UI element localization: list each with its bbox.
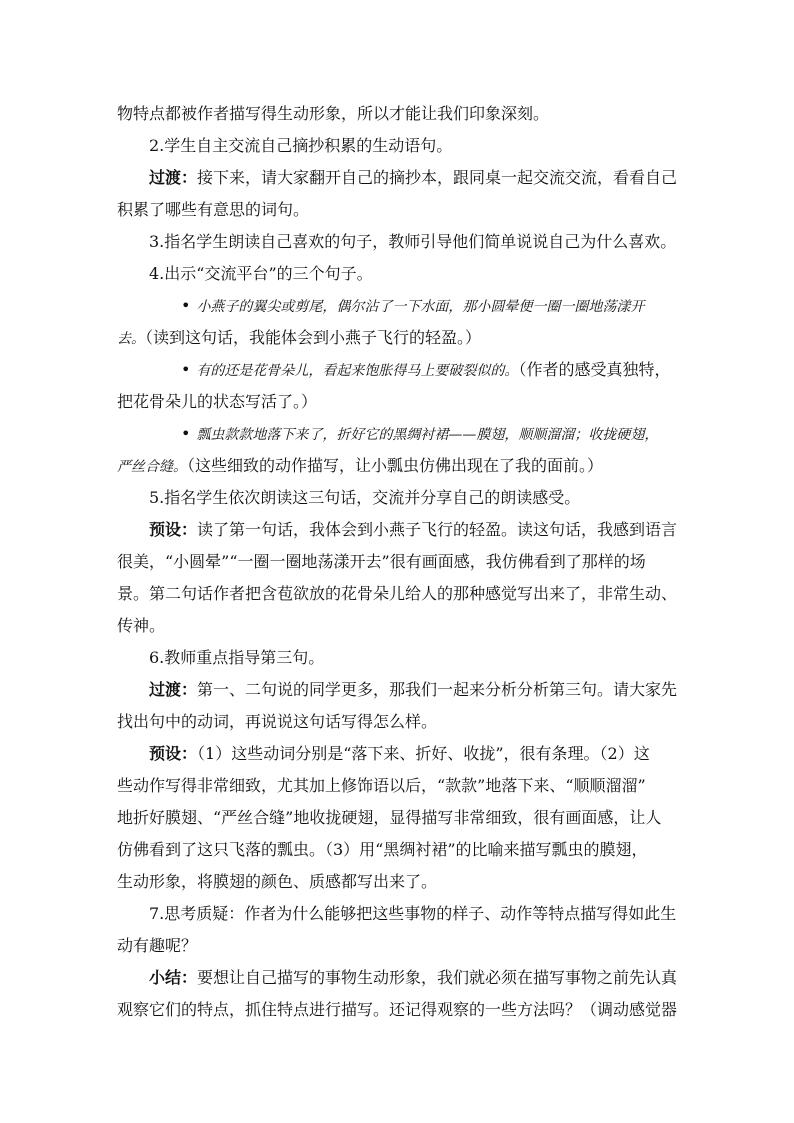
paragraph-line [117, 258, 679, 290]
paragraph-line [117, 482, 679, 514]
text: 7.思考质疑：作者为什么能够把这些事物的样子、动作等特点描写得如此生 [149, 904, 677, 923]
paragraph-line [117, 642, 679, 674]
paragraph-line [117, 706, 679, 738]
text: 找出句中的动词，再说说这句话写得怎么样。 [117, 712, 438, 731]
transition-label: 过渡： [149, 680, 198, 699]
text: （读到这句话，我能体会到小燕子飞行的轻盈。） [145, 328, 482, 347]
text: 地折好膜翅、“严丝合缝”地收拢硬翅，显得描写非常细致，很有画面感，让人 [117, 808, 662, 827]
text: 动有趣呢？ [117, 936, 198, 955]
paragraph-line [117, 866, 679, 898]
paragraph-line [117, 770, 679, 802]
quote-line [117, 354, 679, 386]
quote-text: 去。 [117, 331, 145, 347]
text: 读了第一句话，我体会到小燕子飞行的轻盈。读这句话，我感到语言 [197, 520, 678, 539]
text: （这些细致的动作描写，让小瓢虫仿佛出现在了我的面前。） [187, 456, 604, 475]
paragraph-line [117, 962, 679, 994]
text: 5.指名学生依次朗读这三句话，交流并分享自己的朗读感受。 [149, 488, 581, 507]
paragraph-line [117, 802, 679, 834]
paragraph-line [117, 898, 679, 930]
paragraph-line [117, 578, 679, 610]
text: 观察它们的特点，抓住特点进行描写。还记得观察的一些方法吗？（调动感觉器 [117, 1000, 678, 1019]
text: 积累了哪些有意思的词句。 [117, 200, 310, 219]
paragraph-line [117, 674, 679, 706]
quote-line [117, 322, 679, 354]
bullet-icon: • [181, 296, 191, 315]
preset-label: 预设： [149, 520, 198, 539]
text: 6.教师重点指导第三句。 [149, 648, 325, 667]
paragraph-line [117, 834, 679, 866]
quote-line [117, 290, 679, 322]
quote-text: 有的还是花骨朵儿，看起来饱胀得马上要破裂似的。 [196, 363, 519, 379]
transition-label: 过渡： [149, 168, 198, 187]
bullet-icon: • [181, 424, 191, 443]
text: 仿佛看到了这只飞落的瓢虫。（3）用“黑绸衬裙”的比喻来描写瓢虫的膜翅， [117, 840, 648, 859]
text: 3.指名学生朗读自己喜欢的句子，教师引导他们简单说说自己为什么喜欢。 [149, 232, 677, 251]
text: （1）这些动词分别是“落下来、折好、收拢”，很有条理。（2）这 [197, 744, 650, 763]
text: 物特点都被作者描写得生动形象，所以才能让我们印象深刻。 [117, 104, 550, 123]
quote-line [117, 418, 679, 450]
document-page [117, 98, 679, 1026]
preset-label: 预设： [149, 744, 198, 763]
quote-text: 严丝合缝。 [117, 459, 187, 475]
quote-text: 瓢虫款款地落下来了，折好它的黑绸衬裙——膜翅，顺顺溜溜；收拢硬翅， [196, 427, 659, 443]
text: 景。第二句话作者把含苞欲放的花骨朵儿给人的那种感觉写出来了，非常生动、 [117, 584, 678, 603]
quote-line [117, 450, 679, 482]
paragraph-line [117, 98, 679, 130]
text: 4.出示“交流平台”的三个句子。 [149, 264, 373, 283]
quote-text: 小燕子的翼尖或剪尾，偶尔沾了一下水面，那小圆晕便一圈一圈地荡漾开 [196, 299, 645, 315]
paragraph-line [117, 386, 679, 418]
paragraph-line [117, 738, 679, 770]
text: 些动作写得非常细致，尤其加上修饰语以后，“款款”地落下来、“顺顺溜溜” [117, 776, 646, 795]
paragraph-line [117, 610, 679, 642]
text: 2.学生自主交流自己摘抄积累的生动语句。 [149, 136, 453, 155]
text: 接下来，请大家翻开自己的摘抄本，跟同桌一起交流交流，看看自己 [197, 168, 678, 187]
paragraph-line [117, 546, 679, 578]
text: 生动形象，将膜翅的颜色、质感都写出来了。 [117, 872, 438, 891]
paragraph-line [117, 226, 679, 258]
text: 很美，“小圆晕”“一圈一圈地荡漾开去”很有画面感，我仿佛看到了那样的场 [117, 552, 646, 571]
text: 传神。 [117, 616, 166, 635]
paragraph-line [117, 930, 679, 962]
paragraph-line [117, 162, 679, 194]
text: 要想让自己描写的事物生动形象，我们就必须在描写事物之前先认真 [197, 968, 678, 987]
summary-label: 小结： [149, 968, 198, 987]
bullet-icon: • [181, 360, 191, 379]
text: 第一、二句说的同学更多，那我们一起来分析分析第三句。请大家先 [197, 680, 678, 699]
paragraph-line [117, 130, 679, 162]
paragraph-line [117, 514, 679, 546]
paragraph-line [117, 194, 679, 226]
text: （作者的感受真独特， [518, 360, 671, 379]
text: 把花骨朵儿的状态写活了。） [117, 392, 318, 411]
paragraph-line [117, 994, 679, 1026]
